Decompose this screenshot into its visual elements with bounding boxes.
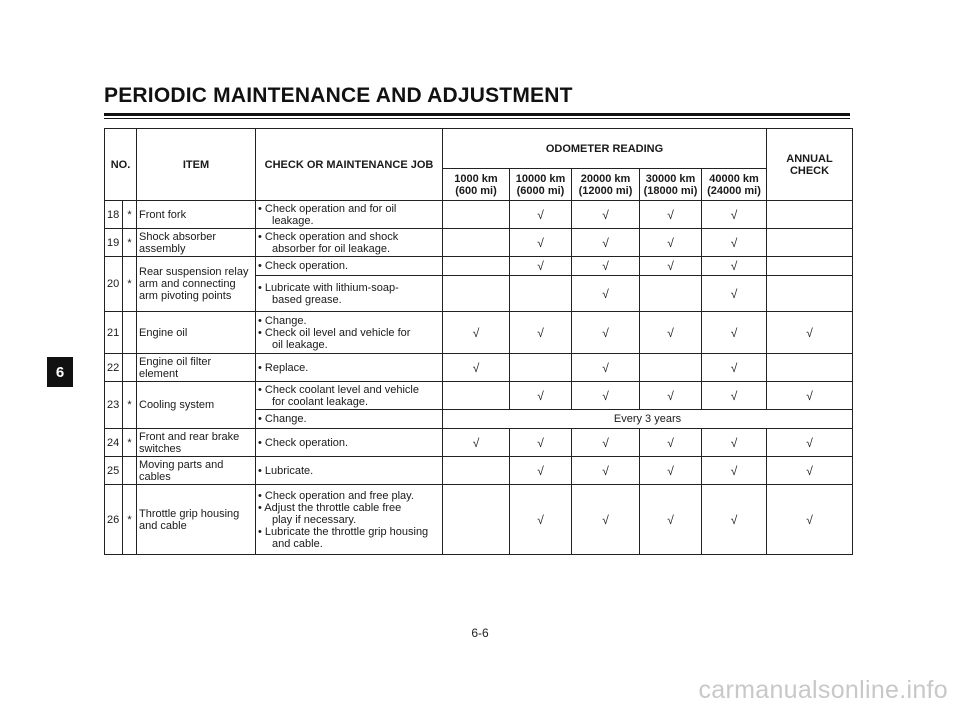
interval-mi: (24000 mi) xyxy=(707,184,761,197)
job-line: • Check operation and shock xyxy=(258,230,399,243)
check-cell: √ xyxy=(767,312,853,354)
row-star: * xyxy=(123,485,137,555)
check-cell: √ xyxy=(640,457,702,485)
check-cell: √ xyxy=(702,229,767,257)
table-row xyxy=(105,312,853,354)
row-number: 26 xyxy=(105,485,123,555)
table-row xyxy=(105,382,853,410)
page-number: 6-6 xyxy=(471,626,489,640)
row-star: * xyxy=(123,382,137,429)
table-row xyxy=(105,485,853,555)
header-interval xyxy=(443,169,510,201)
chapter-tab: 6 xyxy=(47,357,73,387)
job-line: • Check operation and free play. xyxy=(258,489,414,502)
check-cell: √ xyxy=(572,354,640,382)
check-cell: √ xyxy=(702,312,767,354)
page-title: PERIODIC MAINTENANCE AND ADJUSTMENT xyxy=(104,84,573,107)
table-row xyxy=(105,257,853,276)
row-number: 25 xyxy=(105,457,123,485)
row-number: 24 xyxy=(105,429,123,457)
check-cell: √ xyxy=(767,457,853,485)
table-row xyxy=(105,229,853,257)
interval-mi: (6000 mi) xyxy=(516,184,565,197)
row-item: Front and rear brake switches xyxy=(137,429,256,457)
check-cell: √ xyxy=(702,382,767,410)
row-job xyxy=(256,457,443,485)
check-cell: √ xyxy=(510,312,572,354)
check-cell: √ xyxy=(640,312,702,354)
interval-km: 40000 km xyxy=(709,172,759,185)
job-line: • Change. xyxy=(258,413,307,425)
check-cell: √ xyxy=(702,257,767,276)
job-line: leakage. xyxy=(272,214,314,227)
check-cell xyxy=(443,382,510,410)
header-job: CHECK OR MAINTENANCE JOB xyxy=(256,129,443,201)
row-number: 23 xyxy=(105,382,123,429)
check-cell: √ xyxy=(640,485,702,555)
interval-mi: (18000 mi) xyxy=(643,184,698,197)
table-row xyxy=(105,429,853,457)
interval-km: 1000 km xyxy=(454,172,498,185)
check-cell: √ xyxy=(510,485,572,555)
title-rule-thick xyxy=(104,113,850,116)
job-line: • Check operation and for oil xyxy=(258,202,397,215)
check-cell: √ xyxy=(572,429,640,457)
row-star: * xyxy=(123,201,137,229)
row-number: 22 xyxy=(105,354,123,382)
interval-km: 30000 km xyxy=(645,172,696,185)
header-no: NO. xyxy=(105,129,137,201)
check-cell xyxy=(767,257,853,276)
check-cell: √ xyxy=(510,429,572,457)
check-cell: √ xyxy=(572,276,640,312)
check-cell: √ xyxy=(640,257,702,276)
check-cell: √ xyxy=(443,312,510,354)
check-cell: √ xyxy=(510,229,572,257)
row-item: Throttle grip housing and cable xyxy=(137,485,256,555)
check-cell: √ xyxy=(443,354,510,382)
header-interval xyxy=(702,169,767,201)
check-cell xyxy=(443,201,510,229)
header-interval xyxy=(572,169,640,201)
check-cell: √ xyxy=(572,485,640,555)
row-number: 19 xyxy=(105,229,123,257)
header-item: ITEM xyxy=(137,129,256,201)
row-star xyxy=(123,354,137,382)
check-cell: √ xyxy=(767,429,853,457)
row-item: Front fork xyxy=(137,201,256,229)
job-line: • Check oil level and vehicle for xyxy=(258,326,411,339)
job-line: oil leakage. xyxy=(272,338,328,351)
row-item: Engine oil filter element xyxy=(137,354,256,382)
interval-km: 20000 km xyxy=(580,172,631,185)
check-cell xyxy=(443,257,510,276)
row-job xyxy=(256,354,443,382)
check-cell xyxy=(510,354,572,382)
check-cell xyxy=(640,276,702,312)
check-cell: √ xyxy=(640,382,702,410)
check-cell: √ xyxy=(640,201,702,229)
job-line: • Lubricate with lithium-soap- xyxy=(258,281,399,294)
check-cell: √ xyxy=(510,382,572,410)
row-star: * xyxy=(123,429,137,457)
header-annual: ANNUAL CHECK xyxy=(767,129,853,201)
row-number: 20 xyxy=(105,257,123,312)
check-cell: √ xyxy=(702,485,767,555)
row-item: Shock absorber assembly xyxy=(137,229,256,257)
row-item: Engine oil xyxy=(137,312,256,354)
check-cell xyxy=(510,276,572,312)
interval-span-note: Every 3 years xyxy=(443,410,853,429)
check-cell: √ xyxy=(572,201,640,229)
check-cell: √ xyxy=(443,429,510,457)
check-cell: √ xyxy=(572,457,640,485)
row-item: Rear suspension relay arm and connecting arm pivoting points xyxy=(137,257,256,312)
row-star xyxy=(123,457,137,485)
job-line: • Lubricate. xyxy=(258,464,314,477)
job-line: • Lubricate the throttle grip housing xyxy=(258,525,429,538)
job-line: based grease. xyxy=(272,293,342,306)
interval-mi: (12000 mi) xyxy=(578,184,633,197)
check-cell xyxy=(443,276,510,312)
table-row xyxy=(105,354,853,382)
header-interval xyxy=(510,169,572,201)
row-number: 21 xyxy=(105,312,123,354)
check-cell xyxy=(443,485,510,555)
row-job xyxy=(256,382,443,410)
interval-km: 10000 km xyxy=(515,172,566,185)
row-job xyxy=(256,429,443,457)
check-cell xyxy=(640,354,702,382)
row-item: Moving parts and cables xyxy=(137,457,256,485)
check-cell: √ xyxy=(572,229,640,257)
check-cell: √ xyxy=(702,354,767,382)
check-cell xyxy=(443,229,510,257)
check-cell: √ xyxy=(767,382,853,410)
row-star: * xyxy=(123,257,137,312)
maintenance-table xyxy=(104,128,853,555)
job-line: • Replace. xyxy=(258,361,309,374)
row-job xyxy=(256,257,443,276)
check-cell: √ xyxy=(640,429,702,457)
check-cell: √ xyxy=(572,257,640,276)
job-line: absorber for oil leakage. xyxy=(272,242,391,255)
row-job xyxy=(256,312,443,354)
table-row xyxy=(105,457,853,485)
check-cell: √ xyxy=(702,276,767,312)
row-job xyxy=(256,229,443,257)
job-line: • Adjust the throttle cable free xyxy=(258,501,402,514)
check-cell: √ xyxy=(510,201,572,229)
row-star: * xyxy=(123,229,137,257)
job-line: play if necessary. xyxy=(272,513,357,526)
job-line: and cable. xyxy=(272,537,323,550)
check-cell xyxy=(443,457,510,485)
job-line: • Check coolant level and vehicle xyxy=(258,383,419,396)
interval-mi: (600 mi) xyxy=(455,184,497,197)
check-cell: √ xyxy=(510,457,572,485)
check-cell: √ xyxy=(572,382,640,410)
watermark: carmanualsonline.info xyxy=(698,676,948,704)
check-cell: √ xyxy=(702,201,767,229)
check-cell: √ xyxy=(510,257,572,276)
check-cell: √ xyxy=(702,429,767,457)
table-row xyxy=(105,201,853,229)
row-job xyxy=(256,410,443,429)
row-job xyxy=(256,201,443,229)
header-odometer: ODOMETER READING xyxy=(443,129,767,169)
row-job xyxy=(256,276,443,312)
check-cell xyxy=(767,229,853,257)
job-line: • Check operation. xyxy=(258,436,349,449)
title-rule-thin xyxy=(104,118,850,119)
job-line: for coolant leakage. xyxy=(272,395,369,408)
check-cell: √ xyxy=(767,485,853,555)
check-cell: √ xyxy=(702,457,767,485)
header-interval xyxy=(640,169,702,201)
job-line: • Check operation. xyxy=(258,260,349,272)
check-cell xyxy=(767,201,853,229)
row-item: Cooling system xyxy=(137,382,256,429)
check-cell: √ xyxy=(640,229,702,257)
check-cell: √ xyxy=(572,312,640,354)
row-number: 18 xyxy=(105,201,123,229)
job-line: • Change. xyxy=(258,314,307,327)
row-star xyxy=(123,312,137,354)
row-job xyxy=(256,485,443,555)
check-cell xyxy=(767,354,853,382)
check-cell xyxy=(767,276,853,312)
